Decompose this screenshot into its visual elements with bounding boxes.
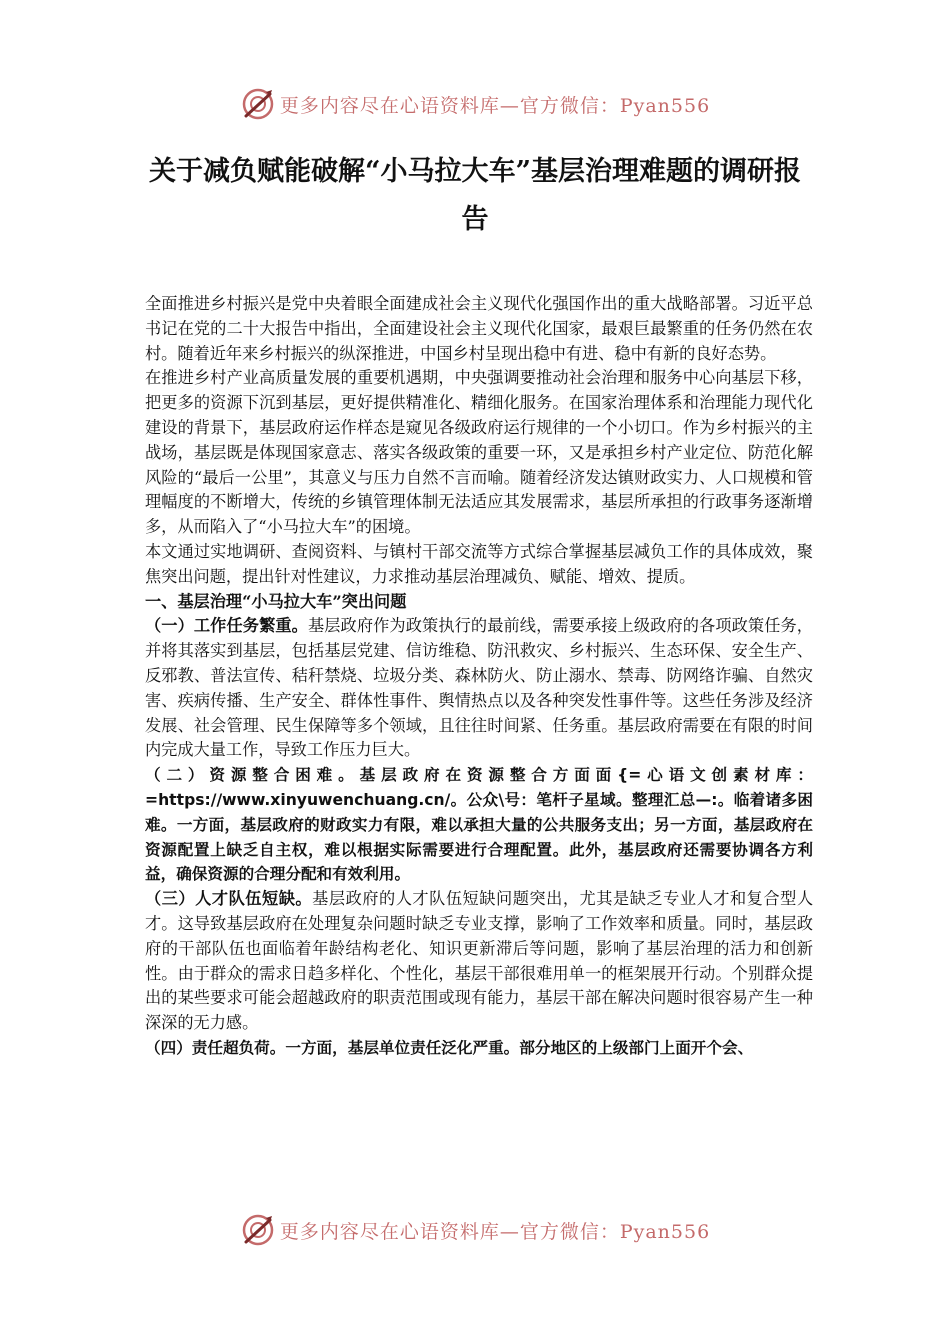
paragraph: 全面推进乡村振兴是党中央着眼全面建成社会主义现代化强国作出的重大战略部署。习近平总书记在党的二十大报告中指出，全面建设社会主义现代化国家，最艰巨最繁重的任务仍然在农村。随着近年来乡村振兴的纵深推进，中国乡村呈现出稳中有进、稳中有新的良好态势。: [145, 294, 813, 363]
banner-text: 更多内容尽在心语资料库—官方微信：Pyan556: [279, 94, 711, 117]
subsection-text: 一方面，基层单位责任泛化严重。部分地区的上级部门上面开个会、: [285, 1038, 754, 1057]
subsection-lead: （四）责任超负荷。: [145, 1038, 286, 1057]
footer-banner: [0, 1210, 950, 1250]
brush-logo-icon: [240, 86, 276, 122]
paragraph: 在推进乡村产业高质量发展的重要机遇期，中央强调要推动社会治理和服务中心向基层下移，把更多的资源下沉到基层，更好提供精准化、精细化服务。在国家治理体系和治理能力现代化建设的背景下，基层政府运作样态是窥见各级政府运行规律的一个小切口。作为乡村振兴的主战场，基层既是体现国家意志、落实各级政策的重要一环，又是承担乡村产业定位、防范化解风险的“最后一公里”，其意义与压力自然不言而喻。随着经济发达镇财政实力、人口规模和管理幅度的不断增大，传统的乡镇管理体制无法适应其发展需求，基层所承担的行政事务逐渐增多，从而陷入了“小马拉大车”的困境。: [145, 368, 813, 537]
paragraph: [145, 1036, 813, 1061]
subsection-text: 基层政府作为政策执行的最前线，需要承接上级政府的各项政策任务，并将其落实到基层，包括基层党建、信访维稳、防汛救灾、乡村振兴、生态环保、安全生产、反邪教、普法宣传、秸秆禁烧、垃圾分类、森林防火、防止溺水、禁毒、防网络诈骗、自然灾害、疾病传播、生产安全、群体性事件、舆情热点以及各种突发性事件等。这些任务涉及经济发展、社会管理、民生保障等多个领域，且往往时间紧、任务重。基层政府需要在有限的时间内完成大量工作，导致工作压力巨大。: [145, 616, 813, 760]
section-heading: 一、基层治理“小马拉大车”突出问题: [145, 591, 407, 611]
brush-logo-icon: [240, 1212, 276, 1248]
subsection-text: 基层政府的人才队伍短缺问题突出，尤其是缺乏专业人才和复合型人才。这导致基层政府在处理复杂问题时缺乏专业支撑，影响了工作效率和质量。同时，基层政府的干部队伍也面临着年龄结构老化、知识更新滞后等问题，影响了基层治理的活力和创新性。由于群众的需求日趋多样化、个性化，基层干部很难用单一的框架展开行动。个别群众提出的某些要求可能会超越政府的职责范围或现有能力，基层干部在解决问题时很容易产生一种深深的无力感。: [145, 889, 814, 1033]
banner-text: 更多内容尽在心语资料库—官方微信：Pyan556: [279, 1220, 711, 1243]
paragraph: [145, 887, 813, 1036]
document-body: [145, 292, 813, 1061]
paragraph: 本文通过实地调研、查阅资料、与镇村干部交流等方式综合掌握基层减负工作的具体成效，聚焦突出问题，提出针对性建议，力求推动基层治理减负、赋能、增效、提质。: [145, 541, 813, 586]
paragraph: [145, 614, 813, 763]
subsection-lead: （一）工作任务繁重。: [145, 616, 308, 636]
subsection-lead: （二）资源整合困难。: [145, 766, 360, 785]
header-banner: [0, 84, 950, 124]
paragraph: [145, 763, 813, 887]
subsection-lead: （三）人才队伍短缺。: [145, 889, 313, 909]
page-title: 关于减负赋能破解“小马拉大车”基层治理难题的调研报告: [148, 156, 802, 235]
subsection-text: 基层政府在资源整合方面面{=心语文创素材库：=https://www.xinyuwenchuang.cn/。公众\号：笔杆子星域。整理汇总—:。临着诸多困难。一方面，基层政府的财政实力有限，难以承担大量的公共服务支出；另一方面，基层政府在资源配置上缺乏自主权，难以根据实际需要进行合理配置。此外，基层政府还需要协调各方利益，确保资源的合理分配和有效利用。: [145, 766, 813, 884]
